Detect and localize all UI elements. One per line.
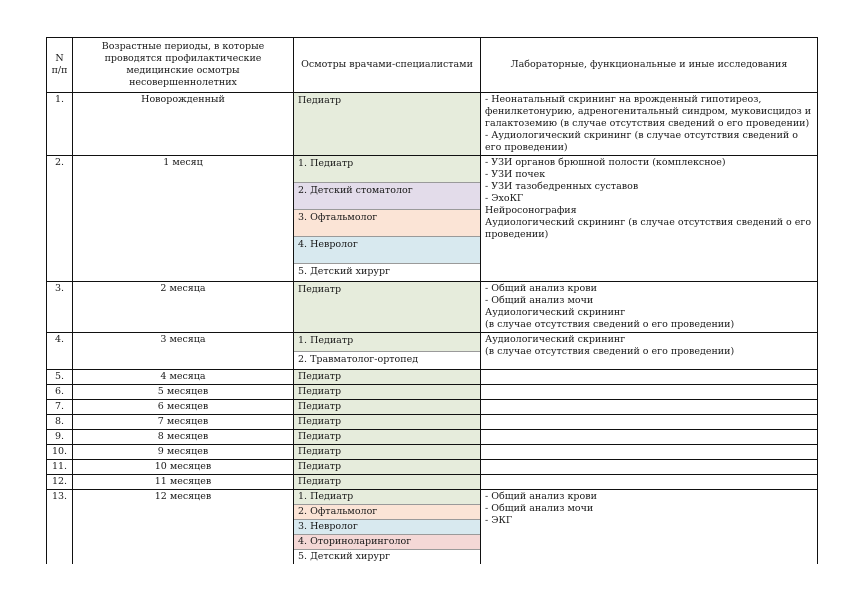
doctors-cell (294, 282, 481, 333)
row-number: 3. (47, 282, 73, 333)
labs-cell (481, 385, 818, 400)
table-row (47, 282, 818, 333)
table-row (47, 430, 818, 445)
age-period: 11 месяцев (73, 475, 294, 490)
table-header-row (47, 38, 818, 93)
age-period: 8 месяцев (73, 430, 294, 445)
doctor-entry: Педиатр (298, 284, 342, 295)
labs-cell: - Общий анализ крови - Общий анализ мочи Аудиологический скрининг (в случае отсутствия сведений о его проведении) (481, 282, 818, 333)
age-period: 2 месяца (73, 282, 294, 333)
doctor-entry: 2. Детский стоматолог (294, 183, 480, 210)
labs-cell (481, 415, 818, 430)
table-row (47, 385, 818, 400)
doctor-entry: 2. Офтальмолог (294, 505, 480, 520)
row-number: 7. (47, 400, 73, 415)
doctor-entry: 3. Офтальмолог (294, 210, 480, 237)
labs-cell (481, 400, 818, 415)
doctors-cell (294, 415, 481, 430)
doctor-entry: Педиатр (298, 95, 342, 106)
row-number: 8. (47, 415, 73, 430)
header-doctors: Осмотры врачами-специалистами (294, 38, 481, 93)
age-period: 9 месяцев (73, 445, 294, 460)
age-period: 3 месяца (73, 333, 294, 370)
header-num: N п/п (47, 38, 73, 93)
row-number: 11. (47, 460, 73, 475)
labs-cell (481, 445, 818, 460)
labs-cell (481, 475, 818, 490)
doctor-entry: Педиатр (298, 386, 342, 397)
doctors-cell (294, 400, 481, 415)
doctors-cell (294, 475, 481, 490)
doctors-cell (294, 370, 481, 385)
age-period: 7 месяцев (73, 415, 294, 430)
labs-cell: Аудиологический скрининг (в случае отсутствия сведений о его проведении) (481, 333, 818, 370)
age-period: 12 месяцев (73, 490, 294, 565)
table-row (47, 156, 818, 282)
table-row (47, 490, 818, 565)
table-row (47, 445, 818, 460)
doctor-entry: 4. Оториноларинголог (294, 535, 480, 550)
labs-cell: - Общий анализ крови - Общий анализ мочи - ЭКГ (481, 490, 818, 565)
labs-cell: - Неонатальный скрининг на врожденный гипотиреоз, фенилкетонурию, адреногенитальный синдром, муковисцидоз и галактоземию (в случае отсутствия сведений о его проведении) - Аудиологический скрининг (в случае отсутствия сведений о его проведении) (481, 93, 818, 156)
header-labs: Лабораторные, функциональные и иные исследования (481, 38, 818, 93)
age-period: 1 месяц (73, 156, 294, 282)
table-row (47, 370, 818, 385)
header-age-periods: Возрастные периоды, в которые проводятся профилактические медицинские осмотры несовершеннолетних (73, 38, 294, 93)
exam-schedule-table (46, 37, 818, 564)
row-number: 4. (47, 333, 73, 370)
row-number: 5. (47, 370, 73, 385)
row-number: 9. (47, 430, 73, 445)
document-page (46, 37, 812, 564)
doctors-cell (294, 430, 481, 445)
doctor-entry: 1. Педиатр (294, 156, 480, 183)
row-number: 6. (47, 385, 73, 400)
age-period: 5 месяцев (73, 385, 294, 400)
doctors-cell (294, 445, 481, 460)
table-row (47, 93, 818, 156)
row-number: 10. (47, 445, 73, 460)
row-number: 2. (47, 156, 73, 282)
doctors-cell (294, 385, 481, 400)
doctor-entry: Педиатр (298, 476, 342, 487)
doctor-entry: Педиатр (298, 371, 342, 382)
row-number: 1. (47, 93, 73, 156)
table-row (47, 333, 818, 370)
labs-cell (481, 430, 818, 445)
age-period: Новорожденный (73, 93, 294, 156)
table-row (47, 475, 818, 490)
table-row (47, 400, 818, 415)
age-period: 4 месяца (73, 370, 294, 385)
labs-cell (481, 460, 818, 475)
doctor-entry: 4. Невролог (294, 237, 480, 264)
doctor-entry: 5. Детский хирург (294, 550, 480, 564)
doctors-cell (294, 156, 481, 282)
labs-cell (481, 370, 818, 385)
doctor-entry: 2. Травматолог-ортопед (294, 352, 480, 369)
doctor-entry: 1. Педиатр (294, 490, 480, 505)
doctors-cell (294, 93, 481, 156)
doctor-entry: 5. Детский хирург (294, 264, 480, 281)
doctor-entry: Педиатр (298, 461, 342, 472)
labs-cell: - УЗИ органов брюшной полости (комплексное) - УЗИ почек - УЗИ тазобедренных суставов - ЭхоКГ Нейросонография Аудиологический скрининг (в случае отсутствия сведений о его проведении) (481, 156, 818, 282)
doctor-entry: 3. Невролог (294, 520, 480, 535)
doctor-entry: Педиатр (298, 431, 342, 442)
row-number: 13. (47, 490, 73, 565)
doctors-cell (294, 460, 481, 475)
row-number: 12. (47, 475, 73, 490)
doctor-entry: 1. Педиатр (294, 333, 480, 352)
doctors-cell (294, 490, 481, 565)
age-period: 6 месяцев (73, 400, 294, 415)
doctors-cell (294, 333, 481, 370)
doctor-entry: Педиатр (298, 416, 342, 427)
table-row (47, 460, 818, 475)
doctor-entry: Педиатр (298, 446, 342, 457)
table-row (47, 415, 818, 430)
doctor-entry: Педиатр (298, 401, 342, 412)
age-period: 10 месяцев (73, 460, 294, 475)
